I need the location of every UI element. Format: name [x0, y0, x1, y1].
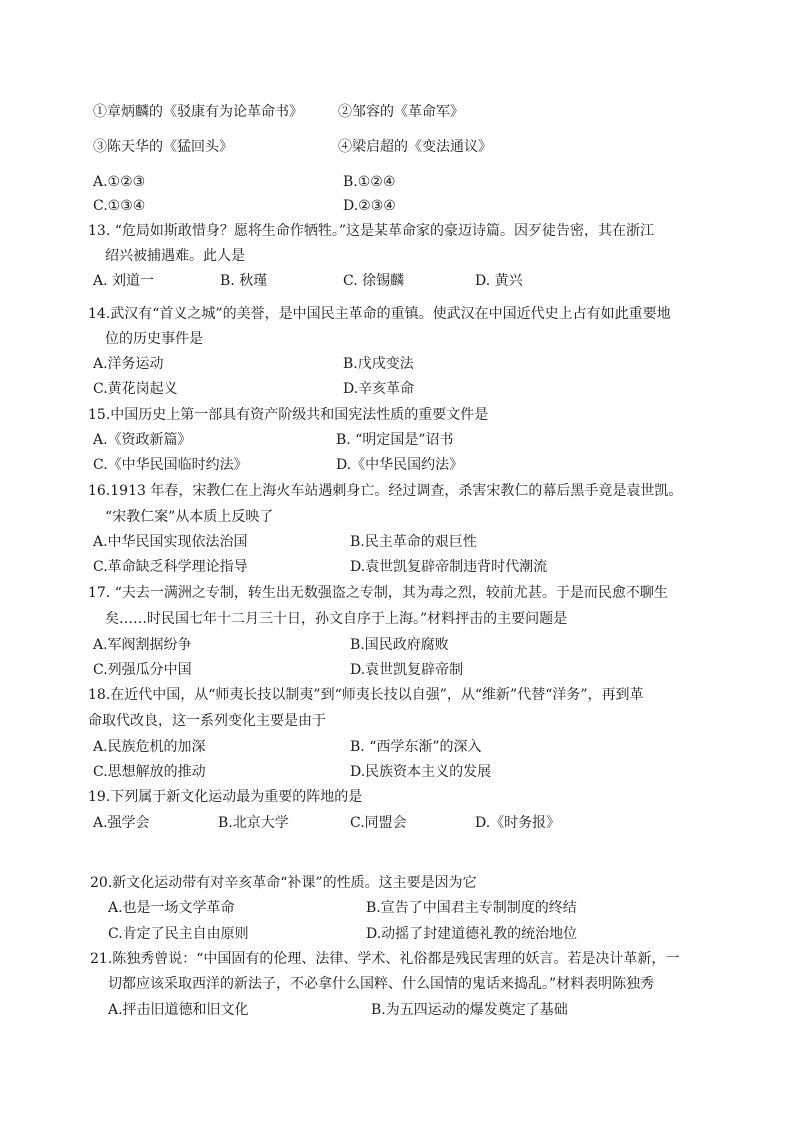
question-21-stem-cont: 切都应该采取西洋的新法子，不必拿什么国粹、什么国情的鬼话来捣乱。”材料表明陈独秀: [108, 976, 655, 992]
option-d: D.动摇了封建道德礼教的统治地位: [366, 926, 578, 942]
question-20-stem: 20.新文化运动带有对辛亥革命“补课”的性质。这主要是因为它: [90, 875, 477, 891]
question-13-stem: 13. “危局如斯敢惜身？愿将生命作牺牲。”这是某革命家的豪迈诗篇。因歹徒告密，其在浙江: [88, 223, 655, 239]
option-c: C.思想解放的推动: [93, 764, 206, 780]
option-d: D.《中华民国约法》: [336, 457, 464, 473]
option-b: B.为五四运动的爆发奠定了基础: [371, 1002, 568, 1018]
option-b: B. “西学东渐”的深入: [350, 739, 482, 755]
question-13-stem-cont: 绍兴被捕遇难。此人是: [105, 248, 245, 264]
option-c: C. 徐锡麟: [343, 273, 405, 289]
source-item-4: ④梁启超的《变法通议》: [338, 139, 492, 155]
question-14-stem: 14.武汉有“首义之城”的美誉，是中国民主革命的重镇。使武汉在中国近代史上占有如此重要地: [88, 306, 671, 322]
question-15-stem: 15.中国历史上第一部具有资产阶级共和国宪法性质的重要文件是: [88, 407, 489, 423]
question-18-stem: 18.在近代中国，从“师夷长技以制夷”到“师夷长技以自强”，从“维新”代替“洋务”，再到革: [88, 687, 644, 703]
question-16-stem: 16.1913 年春，宋教仁在上海火车站遇刺身亡。经过调查，杀害宋教仁的幕后黑手竟是袁世凯。: [88, 483, 683, 499]
question-17-stem: 17. “夫去一满洲之专制，转生出无数强盗之专制，其为毒之烈，较前尤甚。于是而民愈不聊生: [88, 585, 668, 601]
option-a: A.也是一场文学革命: [108, 900, 235, 916]
option-d: D.《时务报》: [475, 815, 561, 831]
option-c: C.《中华民国临时约法》: [93, 457, 248, 473]
option-d: D. 黄兴: [475, 273, 523, 289]
option-b: B.戊戌变法: [343, 356, 414, 372]
option-b: B.国民政府腐败: [350, 637, 449, 653]
question-19-stem: 19.下列属于新文化运动最为重要的阵地的是: [88, 789, 363, 805]
option-a: A.民族危机的加深: [93, 739, 206, 755]
option-c: C.同盟会: [350, 815, 407, 831]
question-14-stem-cont: 位的历史事件是: [105, 331, 203, 347]
option-d: D.②③④: [343, 198, 396, 214]
option-b: B. 秋瑾: [220, 273, 268, 289]
source-item-2: ②邹容的《革命军》: [338, 104, 464, 120]
option-a: A. 刘道一: [93, 273, 155, 289]
option-c: C.列强瓜分中国: [93, 662, 192, 678]
source-item-3: ③陈天华的《猛回头》: [93, 139, 233, 155]
option-c: C.①③④: [93, 198, 146, 214]
option-a: A.《资政新篇》: [93, 432, 192, 448]
option-b: B. “明定国是”诏书: [336, 432, 454, 448]
option-a: A.①②③: [93, 174, 146, 190]
option-c: C.肯定了民主自由原则: [108, 926, 249, 942]
option-c: C.黄花岗起义: [93, 381, 178, 397]
option-d: D.袁世凯复辟帝制: [350, 662, 464, 678]
option-d: D.袁世凯复辟帝制违背时代潮流: [350, 559, 548, 575]
question-21-stem: 21.陈独秀曾说：“中国固有的伦理、法律、学术、礼俗都是残民害理的妖言。若是决计革新，一: [90, 951, 680, 967]
option-c: C.革命缺乏科学理论指导: [93, 559, 248, 575]
option-b: B.①②④: [343, 174, 396, 190]
question-18-stem-cont: 命取代改良，这一系列变化主要是由于: [88, 713, 326, 729]
option-a: A.抨击旧道德和旧文化: [108, 1002, 249, 1018]
option-a: A.军阀割据纷争: [93, 637, 192, 653]
option-b: B.民主革命的艰巨性: [350, 534, 477, 550]
question-17-stem-cont: 矣……时民国七年十二月三十日，孙文自序于上海。”材料抨击的主要问题是: [105, 611, 568, 627]
question-16-stem-cont: “宋教仁案”从本质上反映了: [105, 509, 274, 525]
source-item-1: ①章炳麟的《驳康有为论革命书》: [93, 104, 303, 120]
option-d: D.辛亥革命: [343, 381, 415, 397]
option-b: B.北京大学: [218, 815, 289, 831]
option-a: A.洋务运动: [93, 356, 164, 372]
option-a: A.强学会: [93, 815, 150, 831]
option-a: A.中华民国实现依法治国: [93, 534, 248, 550]
option-b: B.宣告了中国君主专制制度的终结: [366, 900, 577, 916]
option-d: D.民族资本主义的发展: [350, 764, 492, 780]
